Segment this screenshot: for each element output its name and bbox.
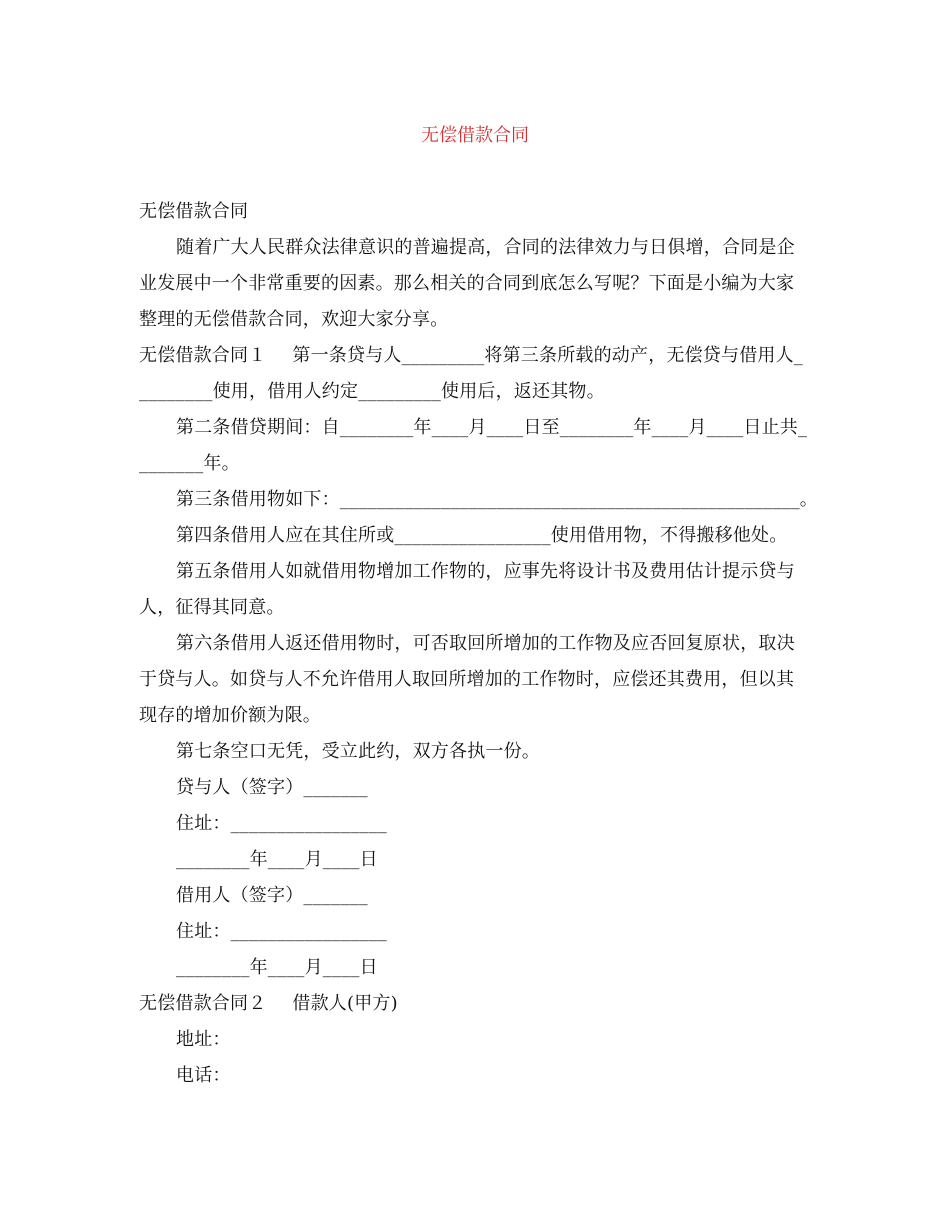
paragraph-article-3: 第三条借用物如下：__________________________________________________。 [176, 489, 818, 510]
paragraph-contract-2 [139, 986, 811, 1022]
paragraph-article-6: 第六条借用人返还借用物时，可否取回所增加的工作物及应否回复原状，取决于贷与人。如贷与人不允许借用人取回所增加的工作物时，应偿还其费用，但以其现存的增加价额为限。 [139, 633, 795, 726]
paragraph-article-4: 第四条借用人应在其住所或_________________使用借用物，不得搬移他处。 [176, 525, 788, 546]
document-title: 无偿借款合同 [421, 125, 529, 146]
phone-line: 电话： [176, 1065, 231, 1086]
article-1-text: 第一条贷与人_________将第三条所载的动产，无偿贷与借用人_________使用，借用人约定_________使用后，返还其物。 [139, 345, 804, 402]
borrower-signature-line: 借用人（签字）_______ [176, 885, 368, 906]
borrower-address-line: 住址：_________________ [176, 921, 387, 942]
paragraph-article-7: 第七条空口无凭，受立此约，双方各执一份。 [176, 741, 540, 762]
paragraph-article-2: 第二条借贷期间：自________年____月____日至________年____月____日止共________年。 [139, 417, 808, 474]
paragraph-contract-1 [139, 338, 811, 410]
contract-1-label: 无偿借款合同１ [139, 345, 267, 366]
lender-signature-line: 贷与人（签字）_______ [176, 777, 368, 798]
document-body [139, 194, 818, 1094]
paragraph-heading: 无偿借款合同 [139, 201, 249, 222]
borrower-party-label: 借款人(甲方) [292, 993, 398, 1014]
contract-2-label: 无偿借款合同２ [139, 993, 267, 1014]
lender-address-line: 住址：_________________ [176, 813, 387, 834]
lender-date-line: ________年____月____日 [176, 849, 378, 870]
borrower-date-line: ________年____月____日 [176, 957, 378, 978]
paragraph-article-5: 第五条借用人如就借用物增加工作物的，应事先将设计书及费用估计提示贷与人，征得其同意。 [139, 561, 795, 618]
address-line: 地址： [176, 1029, 231, 1050]
paragraph-intro: 随着广大人民群众法律意识的普遍提高，合同的法律效力与日俱增，合同是企业发展中一个非常重要的因素。那么相关的合同到底怎么写呢？下面是小编为大家整理的无偿借款合同，欢迎大家分享。 [139, 237, 795, 330]
